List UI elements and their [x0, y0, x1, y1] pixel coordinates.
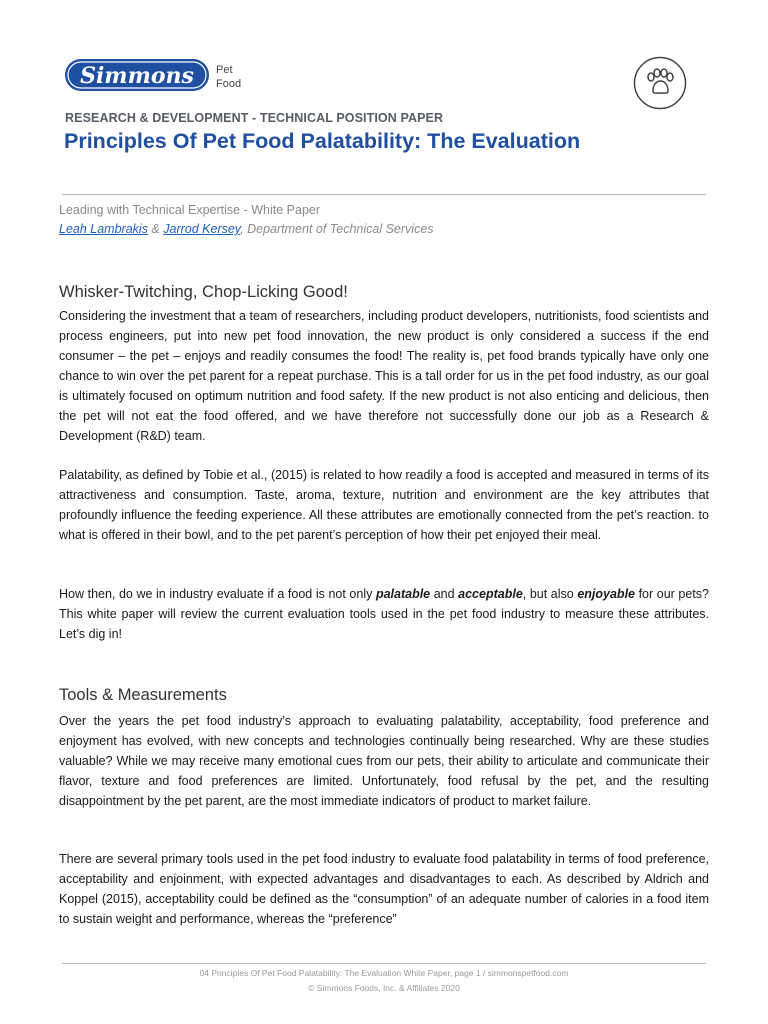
paper-subtitle: Leading with Technical Expertise - White Paper — [59, 203, 321, 217]
paragraph-evaluation-question — [59, 584, 709, 644]
keyword-palatable: palatable — [375, 587, 431, 601]
author-link-kersey[interactable]: Jarrod Kersey — [163, 222, 241, 236]
author-department: , Department of Technical Services — [240, 222, 434, 236]
header-divider — [62, 194, 706, 195]
text-run: for our pets? This white paper will review the current evaluation tools used in the pet food industry to measure these attributes. Let’s dig in! — [59, 587, 709, 641]
keyword-enjoyable: enjoyable — [577, 587, 635, 601]
text-run: , but also — [522, 587, 578, 601]
section-heading-tools: Tools & Measurements — [59, 686, 227, 704]
author-separator: & — [147, 222, 164, 236]
paragraph-tools-overview: Over the years the pet food industry’s approach to evaluating palatability, acceptability, food preference and enjoyment has evolved, with new concepts and technologies continually being researched. Why are these studies valuable? While we may receive many emotional cues from our pets, their ability to articulate and communicate their flavor, texture and food preferences are limited. Unfortunately, food refusal by the pet, and the resulting disappointment by the pet parent, are the most immediate indicators of product to market failure. — [59, 714, 709, 808]
svg-text:Simmons: Simmons — [80, 63, 194, 89]
section-heading-whisker: Whisker-Twitching, Chop-Licking Good! — [59, 283, 348, 301]
section-label: RESEARCH & DEVELOPMENT - TECHNICAL POSITION PAPER — [65, 111, 444, 125]
author-link-lambrakis[interactable]: Leah Lambrakis — [59, 222, 148, 236]
text-run: How then, do we in industry evaluate if a food is not only — [59, 587, 376, 601]
keyword-acceptable: acceptable — [458, 587, 523, 601]
svg-text:Food: Food — [216, 78, 242, 90]
svg-text:Pet: Pet — [216, 64, 233, 76]
simmons-pet-food-logo — [64, 56, 244, 96]
footer-divider — [62, 963, 706, 964]
paragraph-primary-tools: There are several primary tools used in the pet food industry to evaluate food palatability in terms of food preference, acceptability and enjoinment, with expected advantages and disadvantages to each. As described by Aldrich and Koppel (2015), acceptability could be defined as the “consumption” of an adequate number of calories in a food item to sustain weight and performance, whereas the “preference” — [59, 852, 709, 926]
paragraph-palatability-definition: Palatability, as defined by Tobie et al., (2015) is related to how readily a food is accepted and measured in terms of its attractiveness and consumption. Taste, aroma, texture, nutrition and environment are the key attributes that profoundly influence the feeding experience. All these attributes are emotionally connected from the pet’s reaction. to what is offered in their bowl, and to the pet parent’s perception of how their pet enjoyed their meal. — [59, 468, 709, 542]
paw-icon — [633, 56, 687, 110]
text-run: and — [430, 587, 459, 601]
footer-copyright: © Simmons Foods, Inc. & Affiliates 2020 — [308, 983, 460, 993]
page-title: Principles Of Pet Food Palatability: The Evaluation — [64, 129, 581, 153]
paragraph-intro: Considering the investment that a team of researchers, including product developers, nutritionists, food scientists and process engineers, put into new pet food innovation, the new product is only considered a success if the end consumer – the pet – enjoys and readily consumes the food! The reality is, pet food brands typically have only one chance to win over the pet parent for a repeat purchase. This is a tall order for us in the pet food industry, as our goal is ultimately focused on optimum nutrition and food safety. If the new product is not also enticing and delicious, then the pet will not eat the food offered, and we have therefore not successfully done our job as a Research & Development (R&D) team. — [59, 309, 709, 443]
footer-page-info: 04 Principles Of Pet Food Palatability: The Evaluation White Paper, page 1 / simmonspetfood.com — [199, 968, 569, 978]
author-byline — [59, 222, 434, 236]
